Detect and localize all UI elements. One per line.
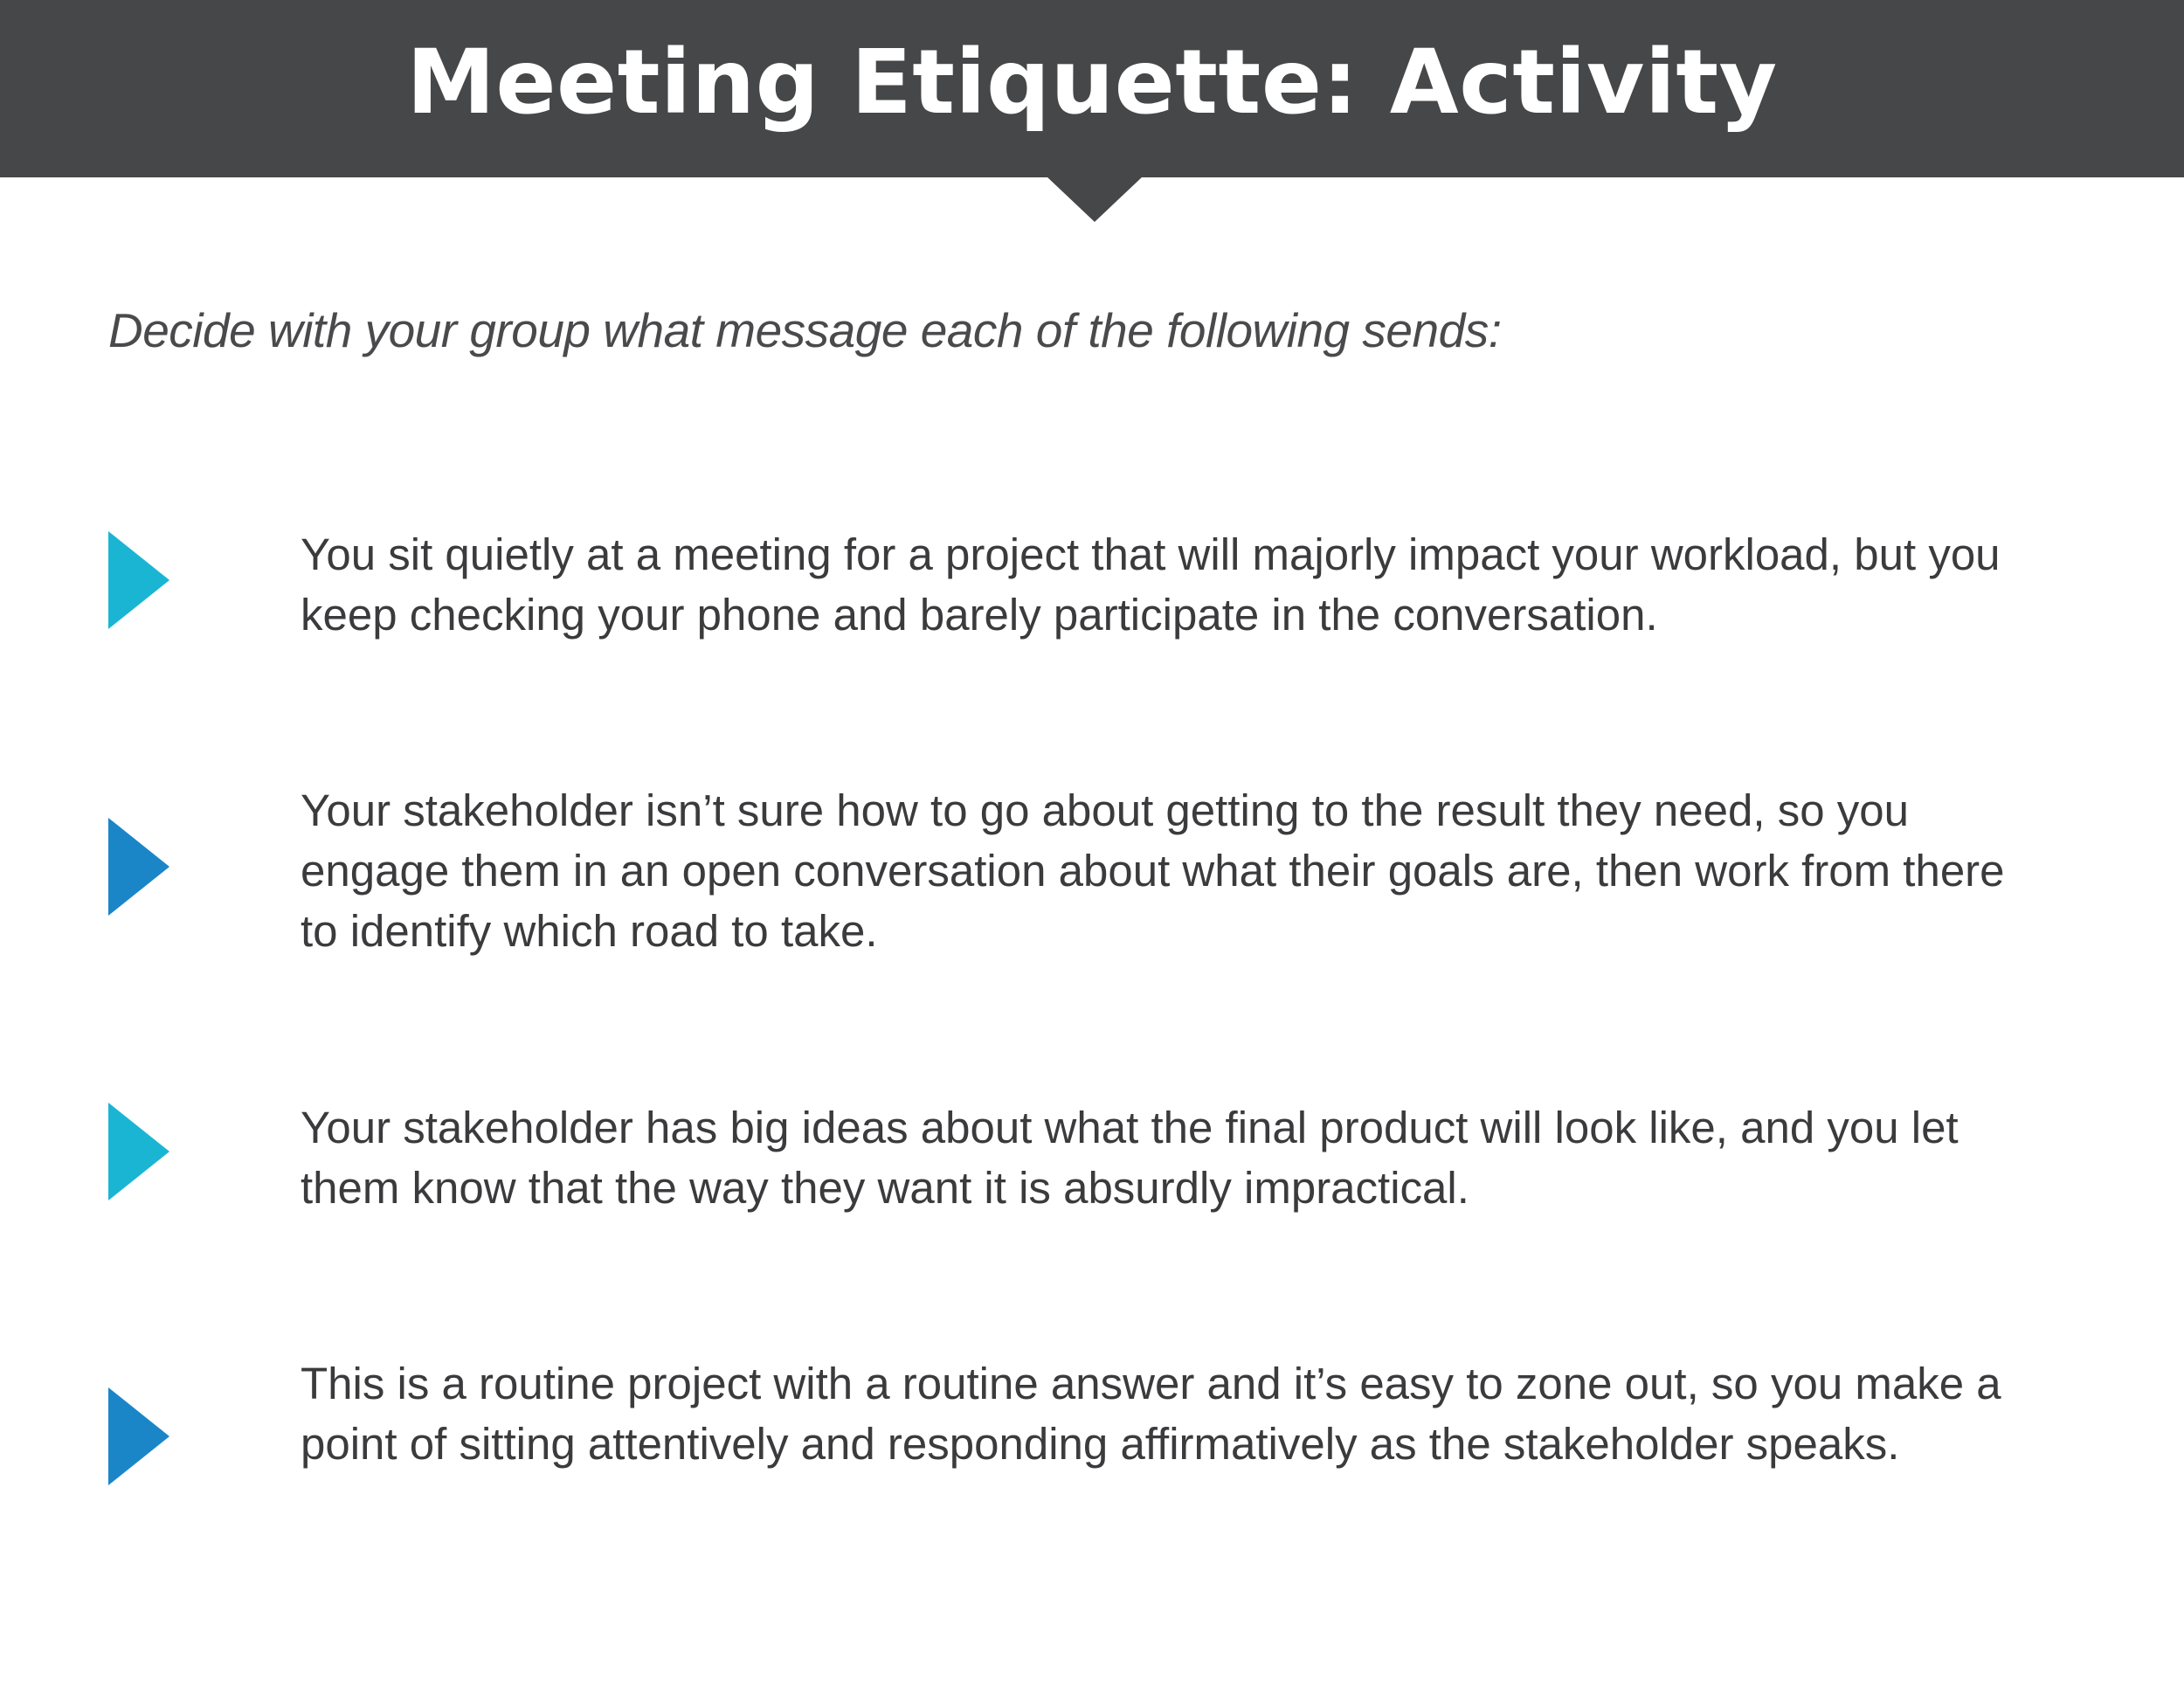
list-item-text: Your stakeholder has big ideas about what the final product will look like, and you let them know that the way they want it is absurdly impractical.: [301, 1103, 1959, 1213]
header-pointer-icon: [1047, 176, 1143, 222]
triangle-right-icon: [108, 1387, 169, 1485]
header-banner: [0, 0, 2184, 177]
triangle-right-icon: [108, 1103, 169, 1200]
page-title: Meeting Etiquette: Activity: [406, 31, 1778, 135]
triangle-right-icon: [108, 531, 169, 629]
triangle-right-icon: [108, 818, 169, 916]
list-item-text: You sit quietly at a meeting for a project that will majorly impact your workload, but you keep checking your phone and barely participate in the conversation.: [301, 529, 2001, 640]
list-item-text: Your stakeholder isn’t sure how to go about getting to the result they need, so you engage them in an open conversation about what their goals are, then work from there to identify which road to take.: [301, 785, 2005, 956]
list-item-text: This is a routine project with a routine answer and it’s easy to zone out, so you make a point of sitting attentively and responding affirmatively as the stakeholder speaks.: [301, 1359, 2001, 1469]
instruction-text: Decide with your group what message each of the following sends:: [108, 303, 1502, 357]
